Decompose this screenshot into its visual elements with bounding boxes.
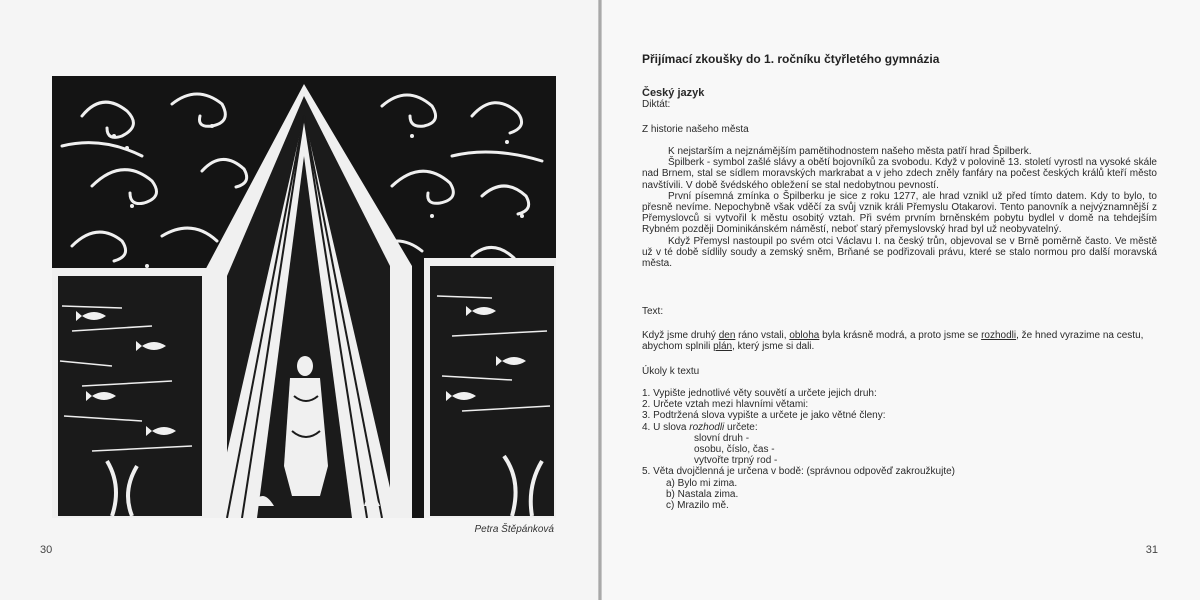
- sentence-part: ráno vstali,: [735, 330, 790, 341]
- answer-option: b) Nastala zima.: [666, 488, 739, 500]
- page-number-left: 30: [40, 544, 53, 556]
- task-item: 5. Věta dvojčlenná je určena v bodě: (správnou odpověď zakroužkujte): [642, 466, 956, 478]
- subject-block: [642, 88, 1157, 110]
- sentence-part: byla krásně modrá, a proto jsme se: [819, 330, 982, 341]
- underlined-word: rozhodli: [981, 330, 1017, 341]
- answer-option: c) Mrazilo mě.: [666, 500, 729, 512]
- tasks-list: [642, 388, 1157, 511]
- dictation-label: Diktát:: [642, 99, 671, 111]
- paragraph: Špilberk - symbol zašlé slávy a obětí bojovníků za svobodu. Když v polovině 13. století vyrostl na vysoké skále nad Brnem, stal se sídlem moravských markrabat a v jeho zdech zněly fanfáry na počest českých králů kteří město navštívili. V době švédského obležení se stal nedobytnou pevností.: [642, 157, 1157, 191]
- underlined-word: den: [718, 330, 736, 341]
- sentence-part: , že hned vyrazime na cestu, abychom splnili: [642, 330, 1144, 353]
- underlined-word: plán: [713, 341, 733, 353]
- dictation-text: [642, 146, 1157, 269]
- tasks-label: Úkoly k textu: [642, 366, 700, 377]
- exercise-sentence: [642, 330, 1157, 352]
- paragraph: K nejstarším a nejznámějším pamětihodnostem našeho města patří hrad Špilberk.: [668, 146, 1032, 157]
- page-title: Přijímací zkoušky do 1. ročníku čtyřletého gymnázia: [642, 52, 940, 66]
- task-item: 3. Podtržená slova vypište a určete je jako větné členy:: [642, 410, 886, 422]
- text-label: Text:: [642, 306, 664, 317]
- answer-option: a) Bylo mi zima.: [666, 477, 738, 489]
- article-title: Z historie našeho města: [642, 124, 749, 135]
- right-page: [602, 0, 1200, 600]
- underlined-word: obloha: [789, 330, 820, 341]
- page-number-right: 31: [1145, 544, 1158, 556]
- task-item: 1. Vypište jednotlivé věty souvětí a určete jejich druh:: [642, 388, 877, 399]
- subject-heading: Český jazyk: [642, 87, 705, 99]
- sentence-part: , který jsme si dali.: [732, 341, 815, 353]
- illustration-caption: Petra Štěpánková: [474, 524, 554, 535]
- paragraph: První písemná zmínka o Špilberku je sice z roku 1277, ale hrad vznikl už před tímto datem. Kdy to bylo, to přesně nevíme. Nepochybně však vděčí za svůj vznik králi Přemyslu Otakarovi. Tento panovník a nejvýznamnější z Přemyslovců si vytvořil k městu osobitý vztah. Při svém prvním brněnském pobytu bydlel v domě na tehdejším Rybném později Dominikánském náměstí, neboť starý přemyslovský hrad byl už neobyvatelný.: [642, 190, 1157, 236]
- task-item: 2. Určete vztah mezi hlavními větami:: [642, 399, 809, 411]
- task-text: určete:: [724, 421, 758, 433]
- left-page: [0, 0, 598, 600]
- task-text: 4. U slova: [642, 421, 690, 433]
- sentence-part: Když jsme druhý: [642, 330, 719, 341]
- task-item: [642, 422, 1157, 433]
- subtask-item: slovní druh -: [694, 432, 750, 444]
- subtask-item: vytvořte trpný rod -: [694, 455, 778, 467]
- subtask-item: osobu, číslo, čas -: [694, 444, 775, 456]
- task-italic-word: rozhodli: [689, 421, 725, 433]
- paragraph: Když Přemysl nastoupil po svém otci Václavu I. na český trůn, objevoval se v Brně poměrně často. Ve městě už v té době sídlily soudy a zemský sněm, Brňané se podřizovali právu, které se stalo normou pro další moravská města.: [642, 235, 1157, 270]
- linocut-illustration: [52, 76, 556, 518]
